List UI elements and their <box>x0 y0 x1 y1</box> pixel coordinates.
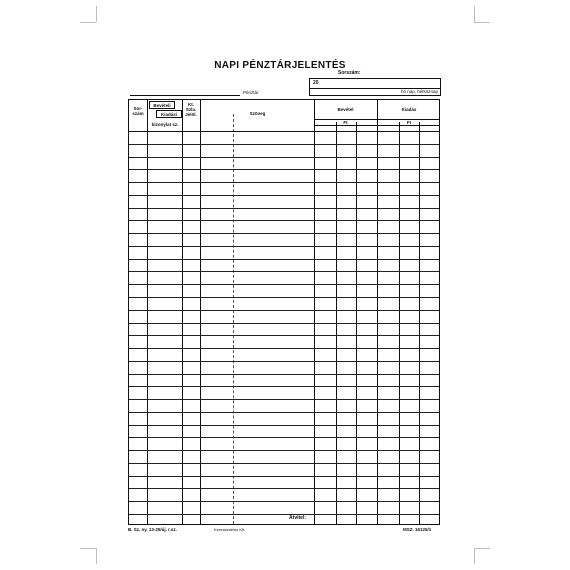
table-row[interactable] <box>129 220 439 221</box>
table-row[interactable] <box>129 271 439 272</box>
table-row[interactable] <box>129 514 439 515</box>
document-title: NAPI PÉNZTÁRJELENTÉS <box>214 60 346 71</box>
table-row[interactable] <box>129 348 439 349</box>
header-description: Szöveg <box>249 111 266 116</box>
weekday-label: hó nap, hétköznap <box>400 89 438 94</box>
crop-mark <box>96 548 97 564</box>
table-row[interactable] <box>129 233 439 234</box>
date-field[interactable] <box>309 78 441 96</box>
crop-mark <box>80 22 96 23</box>
table-row[interactable] <box>129 476 439 477</box>
serial-number-label: Sorszám: <box>338 70 361 76</box>
table-row[interactable] <box>129 323 439 324</box>
table-row[interactable] <box>129 169 439 170</box>
table-row[interactable] <box>129 399 439 400</box>
table-row[interactable] <box>129 501 439 502</box>
column-divider <box>182 100 183 524</box>
header-divider <box>314 125 439 126</box>
table-row[interactable] <box>129 157 439 158</box>
table-row[interactable] <box>129 412 439 413</box>
table-row[interactable] <box>129 284 439 285</box>
printer-name: Kereskedelmi Kft. <box>214 527 246 532</box>
header-expense-currency: Ft <box>406 120 412 125</box>
table-row[interactable] <box>129 488 439 489</box>
form-code: B. Sz. ny. 13-25/új. r.sz. <box>128 527 177 532</box>
header-expense-voucher-tag: Kiadási <box>156 110 182 118</box>
table-row[interactable] <box>129 425 439 426</box>
table-row[interactable] <box>129 246 439 247</box>
column-divider <box>147 100 148 524</box>
header-voucher-number: bizonylat sz. <box>151 122 179 127</box>
column-divider <box>200 100 201 524</box>
table-row[interactable] <box>129 259 439 260</box>
header-row-number: Sor-szám <box>132 106 144 116</box>
header-income-currency: Ft <box>343 120 348 125</box>
year-prefix: 20 <box>313 80 319 86</box>
table-row[interactable] <box>129 463 439 464</box>
table-row[interactable] <box>129 195 439 196</box>
header-account: Kt. Szla. Jelöl. <box>185 102 197 117</box>
cashier-label: Pénztár <box>243 90 259 95</box>
table-row[interactable] <box>129 437 439 438</box>
header-income: Bevétel <box>337 107 354 112</box>
table-row[interactable] <box>129 361 439 362</box>
cashier-field[interactable] <box>130 95 240 96</box>
catalog-number: MSZ. 16125/1 <box>403 527 432 532</box>
header-income-voucher-tag: Bevételi <box>149 101 175 109</box>
table-row[interactable] <box>129 335 439 336</box>
table-row[interactable] <box>129 208 439 209</box>
column-divider <box>377 100 378 524</box>
header-bottom-line <box>129 131 439 132</box>
header-expense: Kiadás <box>401 107 417 112</box>
table-row[interactable] <box>129 144 439 145</box>
crop-mark <box>96 6 97 22</box>
crop-mark <box>474 22 490 23</box>
table-row[interactable] <box>129 310 439 311</box>
crop-mark <box>474 548 490 549</box>
table-row[interactable] <box>129 297 439 298</box>
table-row[interactable] <box>129 450 439 451</box>
table-row[interactable] <box>129 386 439 387</box>
table-row[interactable] <box>129 182 439 183</box>
table-row[interactable] <box>129 374 439 375</box>
cash-report-table <box>128 99 440 525</box>
column-divider <box>314 100 315 524</box>
crop-mark <box>80 548 96 549</box>
crop-mark <box>474 548 475 564</box>
crop-mark <box>474 6 475 22</box>
carry-over-label: Átvitel: <box>289 515 306 521</box>
